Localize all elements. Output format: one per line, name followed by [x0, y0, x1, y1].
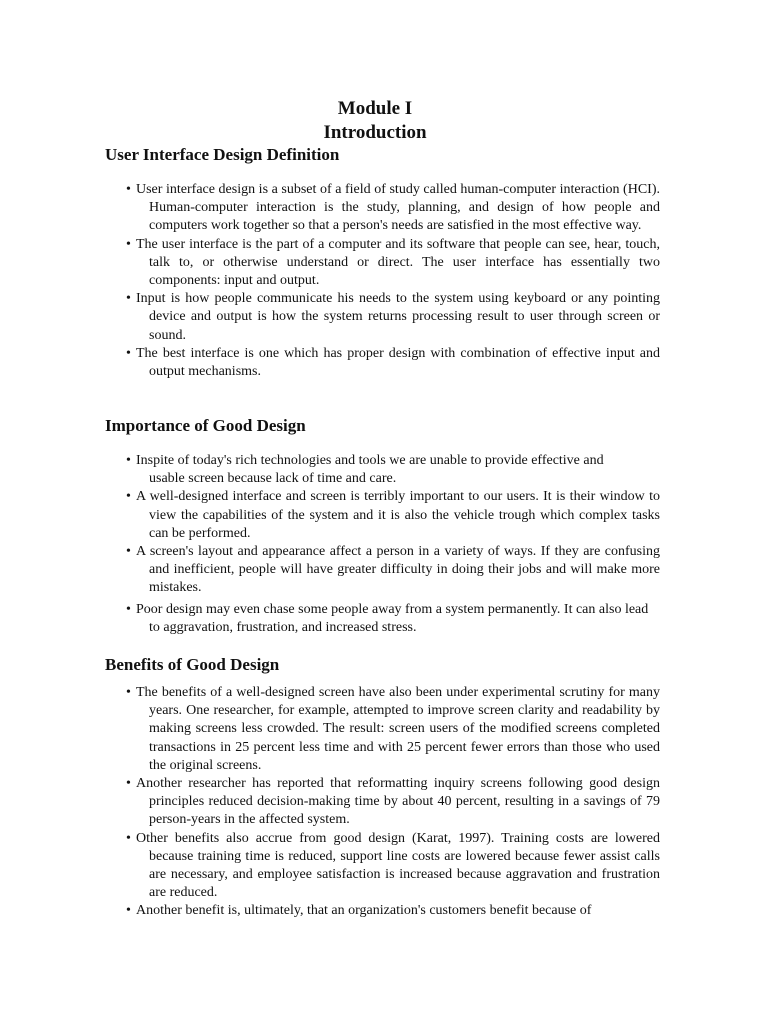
bullet-icon: •	[126, 903, 131, 919]
importance-bullet-list	[126, 452, 660, 637]
list-item-text: Inspite of today's rich technologies and tools we are unable to provide effective and usable screen because lack of time and care.	[136, 453, 604, 487]
list-item	[126, 830, 660, 903]
bullet-icon: •	[126, 182, 131, 197]
list-item-text: Another benefit is, ultimately, that an organization's customers benefit because of	[136, 903, 592, 919]
list-item-text: The user interface is the part of a computer and its software that people can see, hear, touch, talk to, or otherwise understand or direct. The user interface has essentially two components: input and output.	[136, 236, 660, 289]
list-item-text: A well-designed interface and screen is terribly important to our users. It is their window to view the capabilities of the system and it is also the vehicle trough which complex tasks can be performed.	[136, 489, 660, 541]
definition-bullet-list	[126, 181, 660, 381]
list-item	[126, 236, 660, 291]
list-item	[126, 684, 660, 775]
bullet-icon: •	[126, 830, 131, 846]
section-heading-benefits: Benefits of Good Design	[105, 655, 280, 674]
bullet-icon: •	[126, 601, 131, 617]
list-item-text: Poor design may even chase some people away from a system permanently. It can also lead to aggravation, frustration, and increased stress.	[136, 601, 649, 635]
bullet-icon: •	[126, 489, 131, 505]
list-item	[126, 543, 660, 598]
list-item-text: A screen's layout and appearance affect a person in a variety of ways. If they are confusing and inefficient, people will have greater difficulty in doing their jobs and will make more mistakes.	[136, 544, 660, 596]
list-item-text: The best interface is one which has proper design with combination of effective input and output mechanisms.	[136, 345, 660, 380]
list-item	[126, 488, 660, 543]
list-item-text: User interface design is a subset of a field of study called human-computer interaction (HCI). Human-computer interaction is the study, planning, and design of how people and computers work together so that a person's needs are satisfied in the most effective way.	[136, 182, 660, 234]
bullet-icon: •	[126, 291, 131, 307]
list-item	[126, 345, 660, 381]
bullet-icon: •	[126, 236, 131, 252]
bullet-icon: •	[126, 685, 131, 700]
list-item-text: The benefits of a well-designed screen have also been under experimental scrutiny for many years. One researcher, for example, attempted to improve screen clarity and readability by making screens less crowded. The result: screen users of the modified screens completed transactions in 25 percent less time and with 25 percent fewer errors than those who used the original screens.	[136, 685, 660, 773]
benefits-bullet-list	[126, 684, 660, 921]
list-item	[126, 601, 660, 637]
module-subtitle: Introduction	[323, 122, 427, 143]
list-item	[126, 290, 660, 345]
list-item-text: Input is how people communicate his needs to the system using keyboard or any pointing device and output is how the system returns processing result to user through screen or sound.	[136, 291, 660, 343]
module-title: Module I	[337, 98, 413, 119]
section-heading-definition: User Interface Design Definition	[105, 145, 340, 164]
list-item-text: Another researcher has reported that reformatting inquiry screens following good design principles reduced decision-making time by about 40 percent, resulting in a savings of 79 person-years in the affected system.	[136, 776, 660, 828]
list-item	[126, 775, 660, 830]
bullet-icon: •	[126, 776, 131, 792]
list-item	[126, 452, 629, 488]
list-item-text: Other benefits also accrue from good design (Karat, 1997). Training costs are lowered because training time is reduced, support line costs are lowered because fewer assist calls are necessary, and employee satisfaction is increased because aggravation and frustration are reduced.	[136, 830, 660, 901]
bullet-icon: •	[126, 453, 131, 468]
bullet-icon: •	[126, 544, 131, 560]
bullet-icon: •	[126, 345, 131, 361]
list-item	[126, 902, 660, 920]
section-heading-importance: Importance of Good Design	[105, 416, 306, 435]
list-item	[126, 181, 660, 236]
